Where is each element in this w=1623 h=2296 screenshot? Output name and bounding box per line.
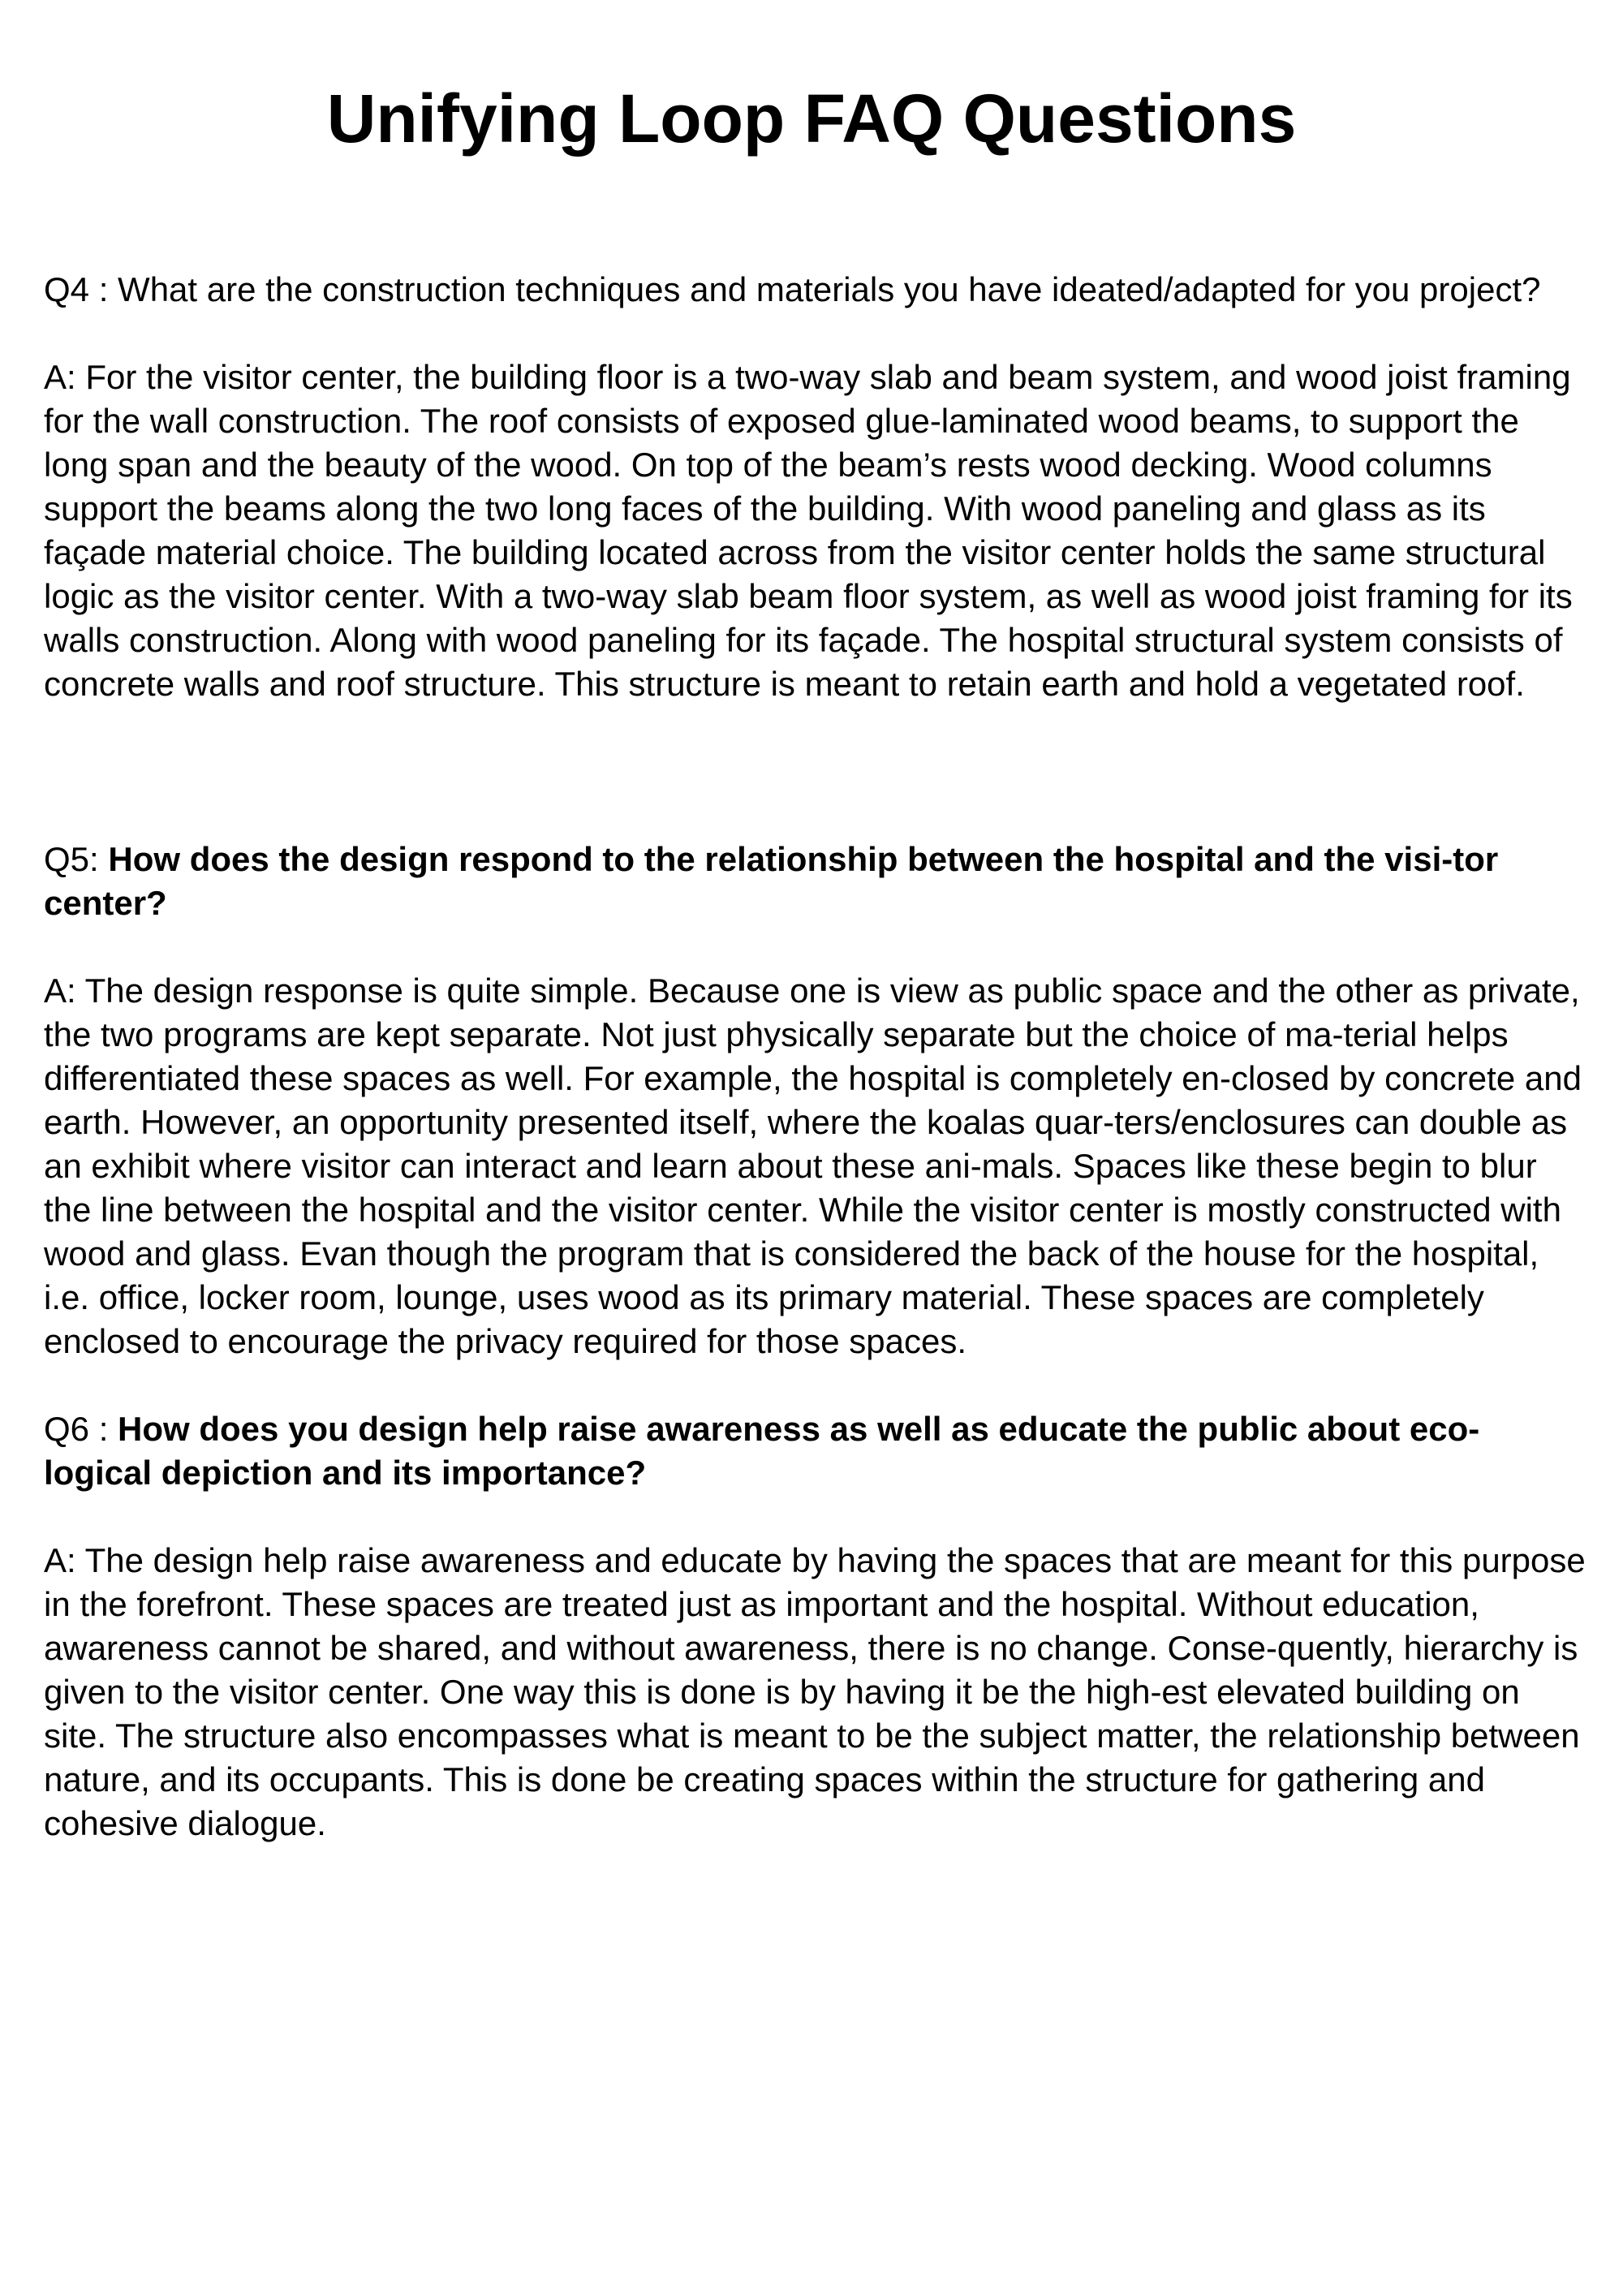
faq-answer-q5: A: The design response is quite simple. Because one is view as public space and the other as private, the two programs are kept separate. Not just physically separate but the choice of ma-terial helps differentiated these spaces as well. For example, the hospital is completely en-closed by concrete and earth. However, an opportunity presented itself, where the koalas quar-ters/enclosures can double as an exhibit where visitor can interact and learn about these ani-mals. Spaces like these begin to blur the line between the hospital and the visitor center. While the visitor center is mostly constructed with wood and glass. Evan though the program that is considered the back of the house for the hospital, i.e. office, locker room, lounge, uses wood as its primary material. These spaces are completely enclosed to encourage the privacy required for those spaces.: [44, 971, 1582, 1360]
question-text: How does the design respond to the relationship between the hospital and the visi-tor center?: [44, 840, 1499, 922]
faq-question-q5: [44, 838, 1586, 925]
faq-question-q6: [44, 1407, 1586, 1495]
page-title: Unifying Loop FAQ Questions: [326, 80, 1297, 157]
question-prefix: Q4 :: [44, 270, 118, 308]
question-prefix: Q6 :: [44, 1410, 118, 1448]
faq-answer-q4: A: For the visitor center, the building floor is a two-way slab and beam system, and wood joist framing for the wall construction. The roof consists of exposed glue-laminated wood beams, to support the long span and the beauty of the wood. On top of the beam’s rests wood decking. Wood columns support the beams along the two long faces of the building. With wood paneling and glass as its façade material choice. The building located across from the visitor center holds the same structural logic as the visitor center. With a two-way slab beam floor system, as well as wood joist framing for its walls construction. Along with wood paneling for its façade. The hospital structural system consists of concrete walls and roof structure. This structure is meant to retain earth and hold a vegetated roof.: [44, 358, 1573, 703]
faq-answer-q6: A: The design help raise awareness and educate by having the spaces that are meant for this purpose in the forefront. These spaces are treated just as important and the hospital. Without education, awareness cannot be shared, and without awareness, there is no change. Conse-quently, hierarchy is given to the visitor center. One way this is done is by having it be the high-est elevated building on site. The structure also encompasses what is meant to be the subject matter, the relationship between nature, and its occupants. This is done be creating spaces within the structure for gathering and cohesive dialogue.: [44, 1541, 1586, 1842]
faq-question-q4: [44, 268, 1586, 312]
faq-content: [44, 268, 1586, 1846]
question-text: What are the construction techniques and materials you have ideated/adapted for you project?: [118, 270, 1541, 308]
question-text: How does you design help raise awareness as well as educate the public about eco-logical depiction and its importance?: [44, 1410, 1480, 1492]
question-prefix: Q5:: [44, 840, 109, 878]
